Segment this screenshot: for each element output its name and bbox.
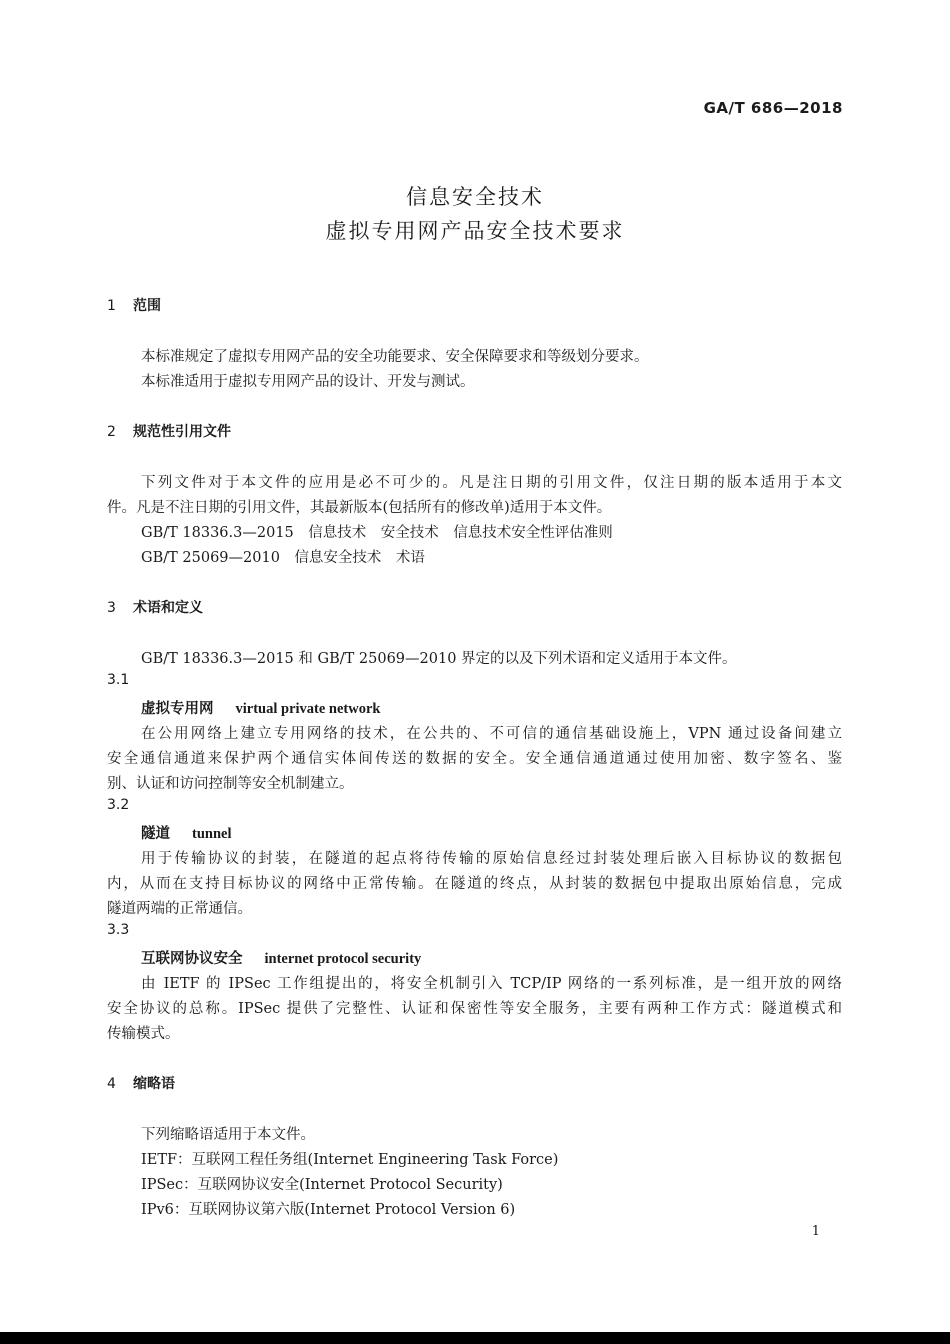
section-title: 范围 <box>133 298 161 314</box>
definition-line: 安全通信通道来保护两个通信实体间传送的数据的安全。安全通信通道通过使用加密、数字签名、鉴 <box>107 751 842 767</box>
term-entry <box>141 947 421 968</box>
term-zh: 互联网协议安全 <box>141 951 243 967</box>
definition-line: 用于传输协议的封装，在隧道的起点将待传输的原始信息经过封装处理后嵌入目标协议的数据包 <box>141 851 842 867</box>
definition-line: 安全协议的总称。IPSec 提供了完整性、认证和保密性等安全服务，主要有两种工作方式：隧道模式和 <box>107 1001 842 1017</box>
document-title-line2: 虚拟专用网产品安全技术要求 <box>325 219 625 243</box>
section-title: 缩略语 <box>133 1076 175 1092</box>
paragraph-line: 下列文件对于本文件的应用是必不可少的。凡是注日期的引用文件，仅注日期的版本适用于本文 <box>141 475 842 491</box>
paragraph-line: 件。凡是不注日期的引用文件，其最新版本(包括所有的修改单)适用于本文件。 <box>107 500 612 516</box>
paragraph: 本标准适用于虚拟专用网产品的设计、开发与测试。 <box>141 374 475 390</box>
section-number: 2 <box>107 424 116 440</box>
term-number: 3.1 <box>107 672 130 688</box>
term-zh: 隧道 <box>141 826 170 842</box>
term-en: virtual private network <box>235 701 381 717</box>
term-entry <box>141 822 232 843</box>
definition-line: 别、认证和访问控制等安全机制建立。 <box>107 776 354 792</box>
term-en: internet protocol security <box>264 951 422 967</box>
section-2-heading <box>107 421 231 441</box>
page-number: 1 <box>811 1224 820 1239</box>
document-title-line1: 信息安全技术 <box>406 185 544 209</box>
section-3-heading <box>107 597 203 617</box>
term-entry <box>141 697 380 718</box>
bottom-border <box>0 1332 950 1344</box>
standard-code: GA/T 686—2018 <box>703 99 843 117</box>
paragraph: GB/T 18336.3—2015 和 GB/T 25069—2010 界定的以及下列术语和定义适用于本文件。 <box>141 651 737 667</box>
section-1-heading <box>107 295 161 315</box>
section-number: 1 <box>107 298 116 314</box>
definition-line: 由 IETF 的 IPSec 工作组提出的，将安全机制引入 TCP/IP 网络的一系列标准，是一组开放的网络 <box>141 976 842 992</box>
definition-line: 隧道两端的正常通信。 <box>107 901 252 917</box>
term-en: tunnel <box>192 826 232 842</box>
paragraph: 下列缩略语适用于本文件。 <box>141 1127 315 1143</box>
section-title: 术语和定义 <box>133 600 203 616</box>
term-zh: 虚拟专用网 <box>141 701 214 717</box>
term-number: 3.2 <box>107 797 130 813</box>
paragraph: 本标准规定了虚拟专用网产品的安全功能要求、安全保障要求和等级划分要求。 <box>141 349 649 365</box>
abbreviation-item: IPSec：互联网协议安全(Internet Protocol Security) <box>141 1177 503 1193</box>
abbreviation-item: IETF：互联网工程任务组(Internet Engineering Task Force) <box>141 1152 559 1168</box>
normative-reference: GB/T 18336.3—2015 信息技术 安全技术 信息技术安全性评估准则 <box>141 525 613 541</box>
term-number: 3.3 <box>107 922 130 938</box>
section-title: 规范性引用文件 <box>133 424 231 440</box>
normative-reference: GB/T 25069—2010 信息安全技术 术语 <box>141 550 425 566</box>
definition-line: 内，从而在支持目标协议的网络中正常传输。在隧道的终点，从封装的数据包中提取出原始信息，完成 <box>107 876 842 892</box>
section-4-heading <box>107 1073 175 1093</box>
section-number: 4 <box>107 1076 116 1092</box>
definition-line: 在公用网络上建立专用网络的技术，在公共的、不可信的通信基础设施上，VPN 通过设备间建立 <box>141 726 842 742</box>
definition-line: 传输模式。 <box>107 1026 180 1042</box>
section-number: 3 <box>107 600 116 616</box>
abbreviation-item: IPv6：互联网协议第六版(Internet Protocol Version 6) <box>141 1202 516 1218</box>
